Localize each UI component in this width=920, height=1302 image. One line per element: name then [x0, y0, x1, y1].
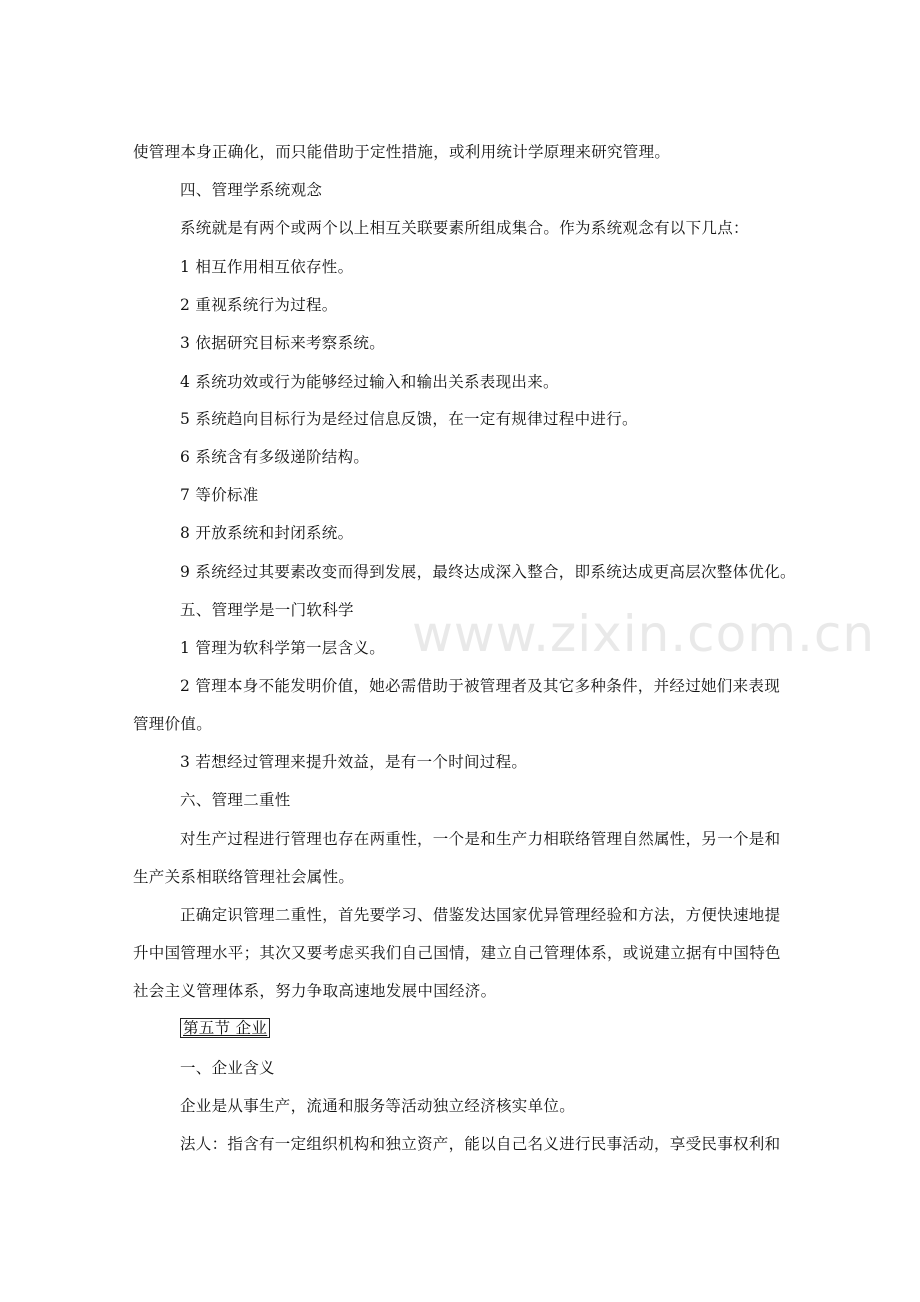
- paragraph-line: 社会主义管理体系，努力争取高速地发展中国经济。: [133, 982, 497, 1000]
- section-title-box: [180, 1018, 270, 1038]
- list-item: 7 等价标准: [180, 486, 259, 504]
- paragraph-line: 正确定识管理二重性，首先要学习、借鉴发达国家优异管理经验和方法，方便快速地提: [180, 906, 781, 924]
- list-item: 2 管理本身不能发明价值，她必需借助于被管理者及其它多种条件，并经过她们来表现: [180, 677, 780, 695]
- list-item: 3 若想经过管理来提升效益，是有一个时间过程。: [180, 753, 528, 771]
- paragraph-line: 企业是从事生产，流通和服务等活动独立经济核实单位。: [180, 1097, 576, 1115]
- paragraph-line: 生产关系相联络管理社会属性。: [133, 868, 355, 886]
- paragraph-line: 管理价值。: [133, 715, 213, 733]
- list-item: 8 开放系统和封闭系统。: [180, 524, 354, 542]
- list-item: 3 依据研究目标来考察系统。: [180, 334, 385, 352]
- section-heading: 一、企业含义: [180, 1059, 275, 1077]
- paragraph-line: 法人：指含有一定组织机构和独立资产，能以自己名义进行民事活动，享受民事权利和: [180, 1135, 781, 1153]
- paragraph-line: 系统就是有两个或两个以上相互关联要素所组成集合。作为系统观念有以下几点：: [180, 219, 749, 237]
- list-item: 2 重视系统行为过程。: [180, 296, 338, 314]
- section-title: 第五节 企业: [180, 1018, 270, 1038]
- list-item: 5 系统趋向目标行为是经过信息反馈，在一定有规律过程中进行。: [180, 410, 638, 428]
- watermark: www.zixin.com.cn: [412, 605, 876, 663]
- paragraph-line: 升中国管理水平；其次又要考虑买我们自己国情，建立自己管理体系，或说建立据有中国特色: [133, 944, 781, 962]
- section-heading: 五、管理学是一门软科学: [180, 601, 354, 619]
- section-heading: 六、管理二重性: [180, 791, 291, 809]
- paragraph-line: 对生产过程进行管理也存在两重性，一个是和生产力相联络管理自然属性，另一个是和: [180, 830, 781, 848]
- list-item: 9 系统经过其要素改变而得到发展，最终达成深入整合，即系统达成更高层次整体优化。: [180, 563, 796, 581]
- list-item: 4 系统功效或行为能够经过输入和输出关系表现出来。: [180, 373, 559, 391]
- list-item: 6 系统含有多级递阶结构。: [180, 448, 370, 466]
- section-heading: 四、管理学系统观念: [180, 181, 323, 199]
- list-item: 1 管理为软科学第一层含义。: [180, 639, 385, 657]
- list-item: 1 相互作用相互依存性。: [180, 258, 354, 276]
- paragraph-line: 使管理本身正确化，而只能借助于定性措施，或利用统计学原理来研究管理。: [133, 143, 671, 161]
